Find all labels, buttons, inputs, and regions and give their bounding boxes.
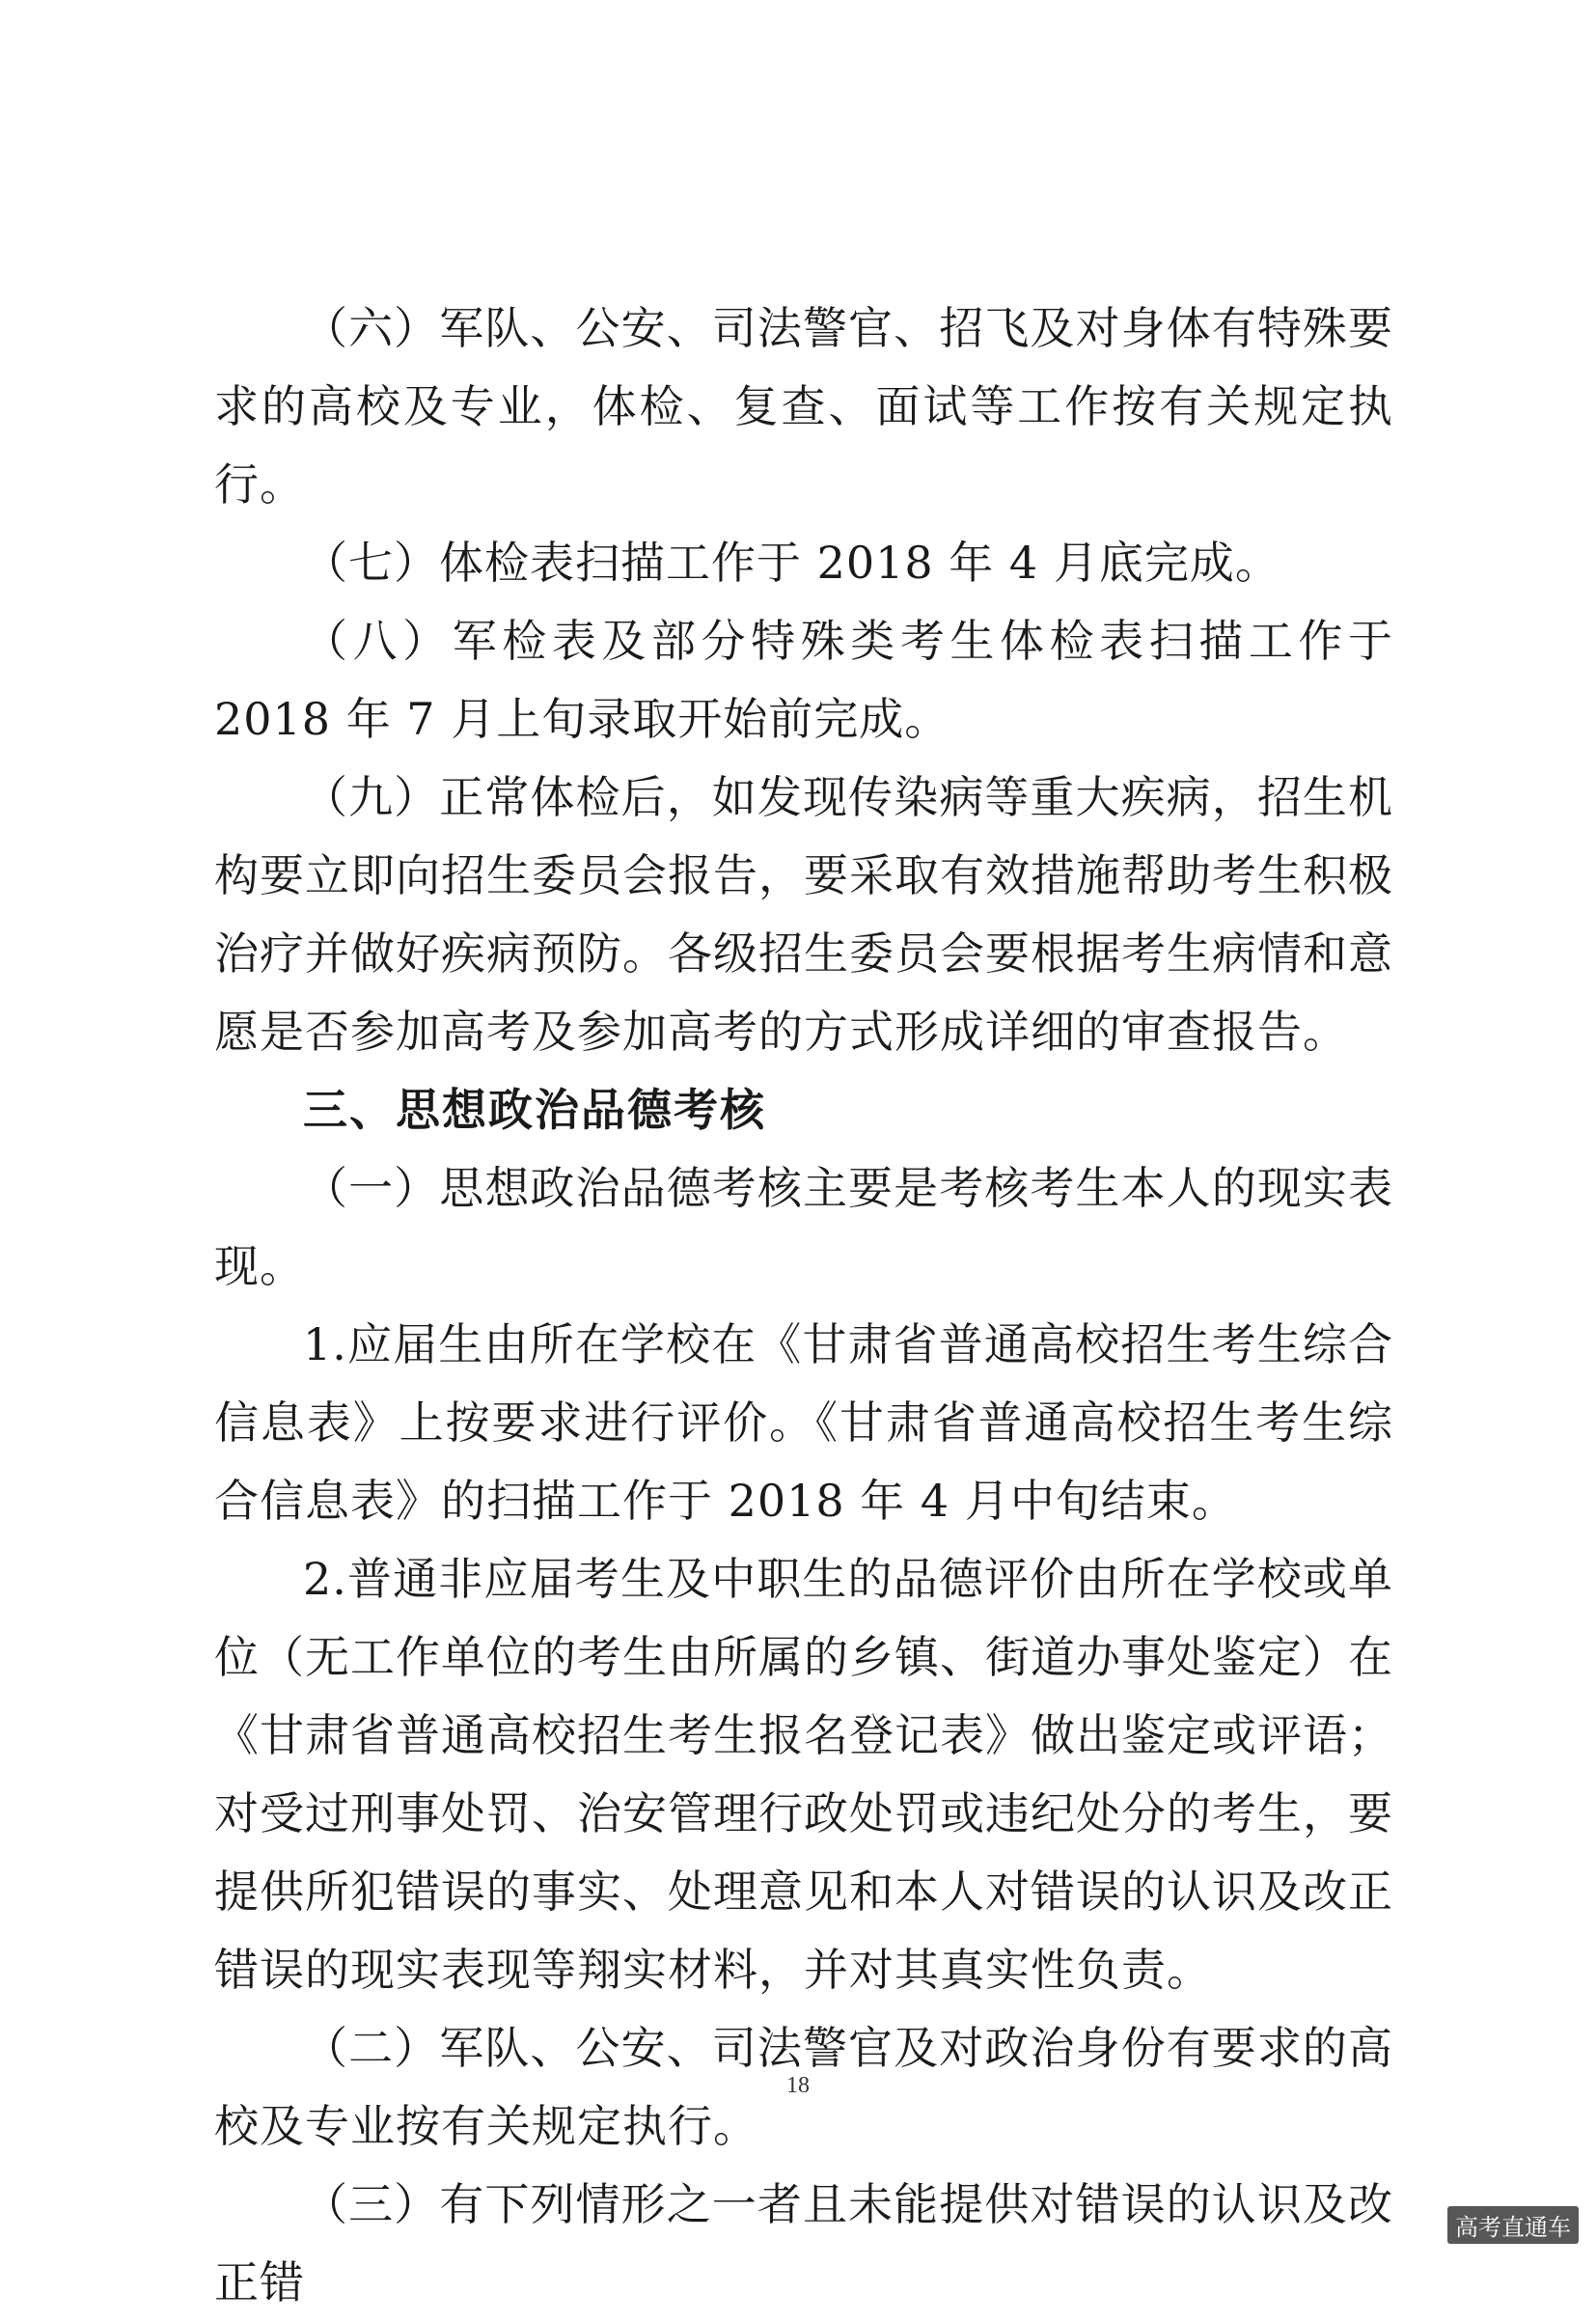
paragraph-3-2: （二）军队、公安、司法警官及对政治身份有要求的高校及专业按有关规定执行。: [214, 2022, 1393, 2152]
page-number: 18: [786, 2073, 810, 2098]
paragraph-8: （八）军检表及部分特殊类考生体检表扫描工作于 2018 年 7 月上旬录取开始前完成。: [214, 615, 1393, 745]
paragraph-3-1: （一）思想政治品德考核主要是考核考生本人的现实表现。: [214, 1162, 1393, 1292]
section-heading: 三、思想政治品德考核: [303, 1084, 766, 1136]
watermark-badge: 高考直通车: [1447, 2206, 1579, 2244]
paragraph-7: （七）体检表扫描工作于 2018 年 4 月底完成。: [303, 537, 1280, 589]
paragraph-6: （六）军队、公安、司法警官、招飞及对身体有特殊要求的高校及专业，体检、复查、面试等工作按有关规定执行。: [214, 302, 1393, 511]
paragraph-3-3: （三）有下列情形之一者且未能提供对错误的认识及改正错: [214, 2178, 1393, 2308]
paragraph-9: （九）正常体检后，如发现传染病等重大疾病，招生机构要立即向招生委员会报告，要采取有效措施帮助考生积极治疗并做好疾病预防。各级招生委员会要根据考生病情和意愿是否参加高考及参加高考的方式形成详细的审查报告。: [214, 771, 1393, 1058]
paragraph-3-1-2: 2.普通非应届考生及中职生的品德评价由所在学校或单位（无工作单位的考生由所属的乡镇、街道办事处鉴定）在《甘肃省普通高校招生考生报名登记表》做出鉴定或评语；对受过刑事处罚、治安管理行政处罚或违纪处分的考生，要提供所犯错误的事实、处理意见和本人对错误的认识及改正错误的现实表现等翔实材料，并对其真实性负责。: [214, 1553, 1393, 1996]
document-body: [214, 290, 1393, 2322]
paragraph-3-1-1: 1.应届生由所在学校在《甘肃省普通高校招生考生综合信息表》上按要求进行评价。《甘肃省普通高校招生考生综合信息表》的扫描工作于 2018 年 4 月中旬结束。: [214, 1318, 1393, 1527]
